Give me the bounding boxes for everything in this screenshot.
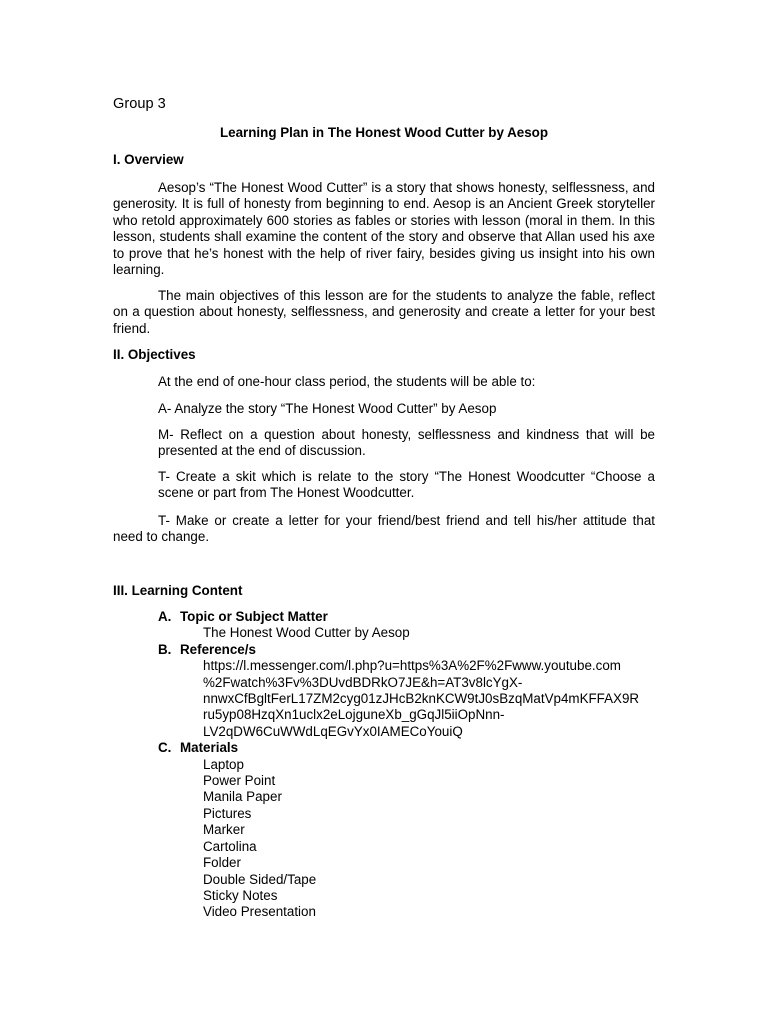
materials-heading [158,740,655,756]
reference-line[interactable]: nnwxCfBgltFerL17ZM2cyg01zJHcB2knKCW9tJ0sBzqMatVp4mKFFAX9R [203,691,640,707]
material-item: Folder [203,855,241,871]
references-items [158,658,655,740]
overview-paragraph-1: Aesop’s “The Honest Wood Cutter” is a story that shows honesty, selflessness, and generosity. It is full of honesty from beginning to end. Aesop is an Ancient Greek storyteller who retold approximately 600 stories as fables or stories with lesson (moral in them. In this lesson, students shall examine the content of the story and observe that Allan used his axe to prove that he’s honest with the help of river fairy, besides giving us insight into his own learning. [113,180,655,278]
overview-paragraph-2: The main objectives of this lesson are for the students to analyze the fable, reflect on a question about honesty, selflessness, and generosity and create a letter for your best friend. [113,288,655,336]
objectives-intro: At the end of one-hour class period, the students will be able to: [158,374,536,389]
references-label: Reference/s [180,641,256,657]
topic-label: Topic or Subject Matter [180,609,328,624]
objectives-heading: II. Objectives [113,347,196,362]
reference-line[interactable]: ru5yp08HzqXn1uclx2eLojguneXb_gGqJl5iiOpNnn- [203,707,505,723]
learning-content-list [158,609,655,921]
material-item: Video Presentation [203,904,316,920]
references-heading [158,642,655,658]
materials-label: Materials [180,740,239,756]
objective-t1: T- Create a skit which is relate to the story “The Honest Woodcutter “Choose a scene or part from The Honest Woodcutter. [158,469,655,501]
material-item: Pictures [203,805,252,821]
objective-m: M- Reflect on a question about honesty, selflessness and kindness that will be presented at the end of discussion. [158,427,655,459]
material-item: Double Sided/Tape [203,871,317,887]
topic-heading [158,609,655,625]
material-item: Power Point [203,773,276,789]
material-item: Marker [203,822,245,838]
topic-letter: A. [158,609,172,624]
document-title: Learning Plan in The Honest Wood Cutter by Aesop [219,125,549,140]
material-item: Sticky Notes [203,887,278,903]
materials-items [158,757,655,921]
reference-line[interactable]: %2Fwatch%3Fv%3DUvdBDRkO7JE&h=AT3v8lcYgX- [203,674,523,690]
reference-line[interactable]: https://l.messenger.com/l.php?u=https%3A%2F%2Fwww.youtube.com [203,658,621,674]
overview-heading: I. Overview [113,152,184,167]
material-item: Laptop [203,756,244,772]
topic-value: The Honest Wood Cutter by Aesop [203,625,410,641]
learning-content-heading: III. Learning Content [113,583,243,598]
materials-letter: C. [158,740,172,756]
references-letter: B. [158,641,172,657]
reference-line[interactable]: LV2qDW6CuWWdLqEGvYx0IAMECoYouiQ [203,723,463,739]
material-item: Manila Paper [203,789,282,805]
material-item: Cartolina [203,838,257,854]
document-page [113,0,655,1024]
objective-a: A- Analyze the story “The Honest Wood Cutter” by Aesop [158,401,497,416]
objective-t2: T- Make or create a letter for your friend/best friend and tell his/her attitude that need to change. [113,513,655,545]
group-label: Group 3 [113,96,166,112]
topic-items [158,625,655,641]
